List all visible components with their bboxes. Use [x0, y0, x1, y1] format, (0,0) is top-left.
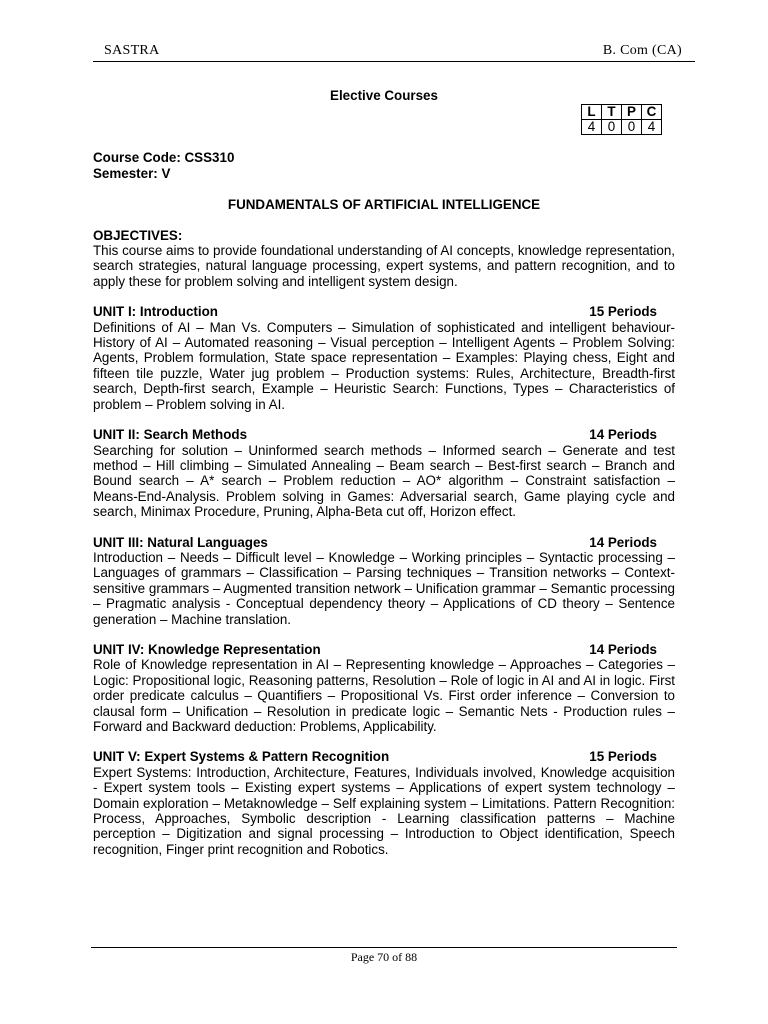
unit-2-title: UNIT II: Search Methods	[93, 427, 248, 443]
unit-3-title: UNIT III: Natural Languages	[93, 534, 268, 550]
spacer	[93, 627, 675, 642]
unit-2-periods: 14 Periods	[589, 427, 657, 443]
ltpc-header-row	[582, 105, 662, 120]
course-title: FUNDAMENTALS OF ARTIFICIAL INTELLIGENCE	[227, 197, 541, 213]
unit-1-periods: 15 Periods	[589, 304, 657, 320]
header-divider	[93, 61, 695, 62]
page-content	[93, 88, 675, 857]
spacer	[93, 520, 675, 535]
section-title: Elective Courses	[330, 88, 438, 103]
spacer	[93, 213, 675, 228]
spacer	[93, 734, 675, 749]
unit-4-title: UNIT IV: Knowledge Representation	[93, 641, 321, 657]
spacer	[93, 181, 675, 197]
unit-5-title: UNIT V: Expert Systems & Pattern Recognition	[93, 749, 390, 765]
unit-1-text: Definitions of AI – Man Vs. Computers – Simulation of sophisticated and intelligent behaviour- History of AI – Automated reasoning – Visual perception – Intelligent Agents – Problem Solving: Agents, Problem formulation, State space representation – Examples: Playing chess, Eight and fifteen tile puzzle, Water jug problem – Production systems: Rules, Architecture, Breadth-first search, Depth-first search, Example – Heuristic Search: Functions, Types – Characteristics of problem – Problem solving in AI.	[93, 319, 675, 412]
unit-5-text: Expert Systems: Introduction, Architecture, Features, Individuals involved, Knowledge acquisition - Expert system tools – Existing expert systems – Applications of expert system technology – Domain exploration – Metaknowledge – Self explaining system – Limitations. Pattern Recognition: Process, Approaches, Symbolic description - Learning classification patterns – Machine perception – Digitization and signal processing – Introduction to Object identification, Speech recognition, Finger print recognition and Robotics.	[93, 764, 675, 857]
ltpc-table	[581, 104, 662, 135]
ltpc-header-c: C	[642, 105, 662, 120]
ltpc-value-c: 4	[642, 120, 662, 135]
page-number: Page 70 of 88	[350, 950, 418, 964]
unit-4-text: Role of Knowledge representation in AI – Representing knowledge – Approaches – Categories – Logic: Propositional logic, Reasoning patterns, Resolution – Role of logic in AI and AI in logic. First order predicate calculus – Quantifiers – Propositional Vs. First order inference – Conversion to clausal form – Unification – Resolution in predicate logic – Semantic Nets - Production rules – Forward and Backward deduction: Problems, Applicability.	[93, 657, 675, 734]
footer-divider	[91, 947, 677, 948]
unit-4-heading	[93, 642, 675, 657]
unit-5-periods: 15 Periods	[589, 749, 657, 765]
spacer	[93, 412, 675, 427]
ltpc-value-p: 0	[622, 120, 642, 135]
ltpc-header-l: L	[582, 105, 602, 120]
unit-3-text: Introduction – Needs – Difficult level – Knowledge – Working principles – Syntactic processing – Languages of grammars – Classification – Parsing techniques – Transition networks – Context-sensitive grammars – Augmented transition network – Unification grammar – Semantic processing – Pragmatic analysis - Conceptual dependency theory – Applications of CD theory – Sentence generation – Machine translation.	[93, 549, 675, 627]
objectives-text: This course aims to provide foundational understanding of AI concepts, knowledge representation, search strategies, natural language processing, expert systems, and pattern recognition, and to apply these for problem solving and intelligent system design.	[93, 243, 675, 289]
unit-3-heading	[93, 535, 675, 550]
unit-1-title: UNIT I: Introduction	[93, 304, 218, 320]
unit-1-heading	[93, 304, 675, 319]
unit-2-text: Searching for solution – Uninformed search methods – Informed search – Generate and test method – Hill climbing – Simulated Annealing – Beam search – Best-first search – Branch and Bound search – A* search – Problem reduction – AO* algorithm – Constraint satisfaction – Means-End-Analysis. Problem solving in Games: Adversarial search, Game playing cycle and search, Minimax Procedure, Pruning, Alpha-Beta cut off, Horizon effect.	[93, 442, 675, 520]
ltpc-header-p: P	[622, 105, 642, 120]
ltpc-header-t: T	[602, 105, 622, 120]
unit-4-periods: 14 Periods	[589, 641, 657, 657]
unit-5-heading	[93, 749, 675, 764]
course-code: Course Code: CSS310	[93, 150, 235, 166]
header-institution: SASTRA	[104, 43, 160, 58]
semester: Semester: V	[93, 165, 171, 181]
ltpc-value-l: 4	[582, 120, 602, 135]
objectives-heading: OBJECTIVES:	[93, 227, 183, 243]
unit-2-heading	[93, 427, 675, 442]
spacer	[93, 289, 675, 304]
ltpc-value-row	[582, 120, 662, 135]
ltpc-value-t: 0	[602, 120, 622, 135]
unit-3-periods: 14 Periods	[589, 534, 657, 550]
header-program: B. Com (CA)	[602, 43, 682, 58]
